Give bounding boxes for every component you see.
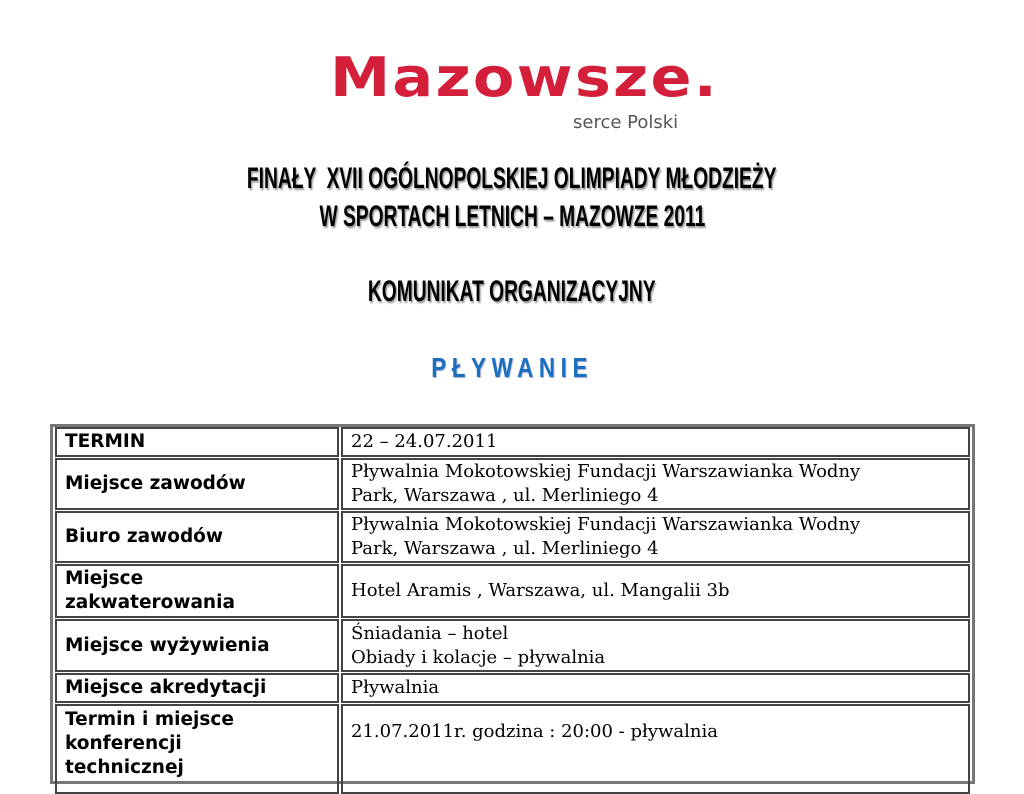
value-text: 22 – 24.07.2011: [351, 431, 498, 452]
title-line-1: [0, 162, 1024, 196]
label-text: zakwaterowania: [65, 592, 235, 613]
table-row: [53, 427, 972, 457]
row-value: [341, 511, 970, 563]
value-text: Pływalnia: [351, 677, 440, 698]
title-text: FINAŁY XVII OGÓLNOPOLSKIEJ OLIMPIADY MŁODZIEŻY: [247, 162, 777, 195]
info-table: [50, 424, 975, 784]
logo-tagline: serce Polski: [573, 112, 679, 133]
value-text: Śniadania – hotel: [351, 622, 509, 644]
label-text: Miejsce wyżywienia: [65, 634, 270, 656]
row-label: [55, 704, 339, 794]
value-text: Pływalnia Mokotowskiej Fundacji Warszawianka Wodny: [351, 514, 861, 535]
logo-wordmark: Mazowsze.: [330, 46, 719, 109]
value-text: Hotel Aramis , Warszawa, ul. Mangalii 3b: [351, 580, 730, 601]
table-row: [53, 673, 972, 703]
table-row: [53, 704, 972, 794]
title-text: W SPORTACH LETNICH – MAZOWZE 2011: [319, 200, 705, 233]
label-text: konferencji: [65, 733, 182, 754]
value-text: 21.07.2011r. godzina : 20:00 - pływalnia: [351, 721, 718, 742]
table-row: [53, 458, 972, 510]
title-line-2: [0, 200, 1024, 234]
sport-heading: [0, 352, 1024, 384]
row-value: [341, 564, 970, 618]
table-row: [53, 511, 972, 563]
sport-text: PŁYWANIE: [431, 352, 593, 383]
row-label: [55, 458, 339, 510]
row-label: [55, 564, 339, 618]
label-text: Biuro zawodów: [65, 526, 223, 547]
table-row: [53, 564, 972, 618]
row-label: [55, 673, 339, 703]
subtitle: [0, 275, 1024, 309]
table-row: [53, 619, 972, 672]
label-text: TERMIN: [65, 431, 146, 452]
row-label: [55, 619, 339, 672]
label-text: Miejsce: [65, 568, 144, 589]
label-text: Termin i miejsce: [65, 709, 234, 730]
label-text: Miejsce zawodów: [65, 473, 246, 494]
row-value: [341, 704, 970, 794]
row-value: [341, 427, 970, 457]
value-text: Park, Warszawa , ul. Merliniego 4: [351, 538, 659, 559]
value-text: Obiady i kolacje – pływalnia: [351, 646, 606, 668]
label-text: technicznej: [65, 757, 184, 778]
row-label: [55, 511, 339, 563]
value-text: Pływalnia Mokotowskiej Fundacji Warszawianka Wodny: [351, 461, 861, 482]
mazowsze-logo: [330, 46, 719, 134]
label-text: Miejsce akredytacji: [65, 677, 267, 698]
row-value: [341, 619, 970, 672]
row-value: [341, 673, 970, 703]
subtitle-text: KOMUNIKAT ORGANIZACYJNY: [368, 275, 656, 308]
row-value: [341, 458, 970, 510]
row-label: [55, 427, 339, 457]
value-text: Park, Warszawa , ul. Merliniego 4: [351, 485, 659, 506]
